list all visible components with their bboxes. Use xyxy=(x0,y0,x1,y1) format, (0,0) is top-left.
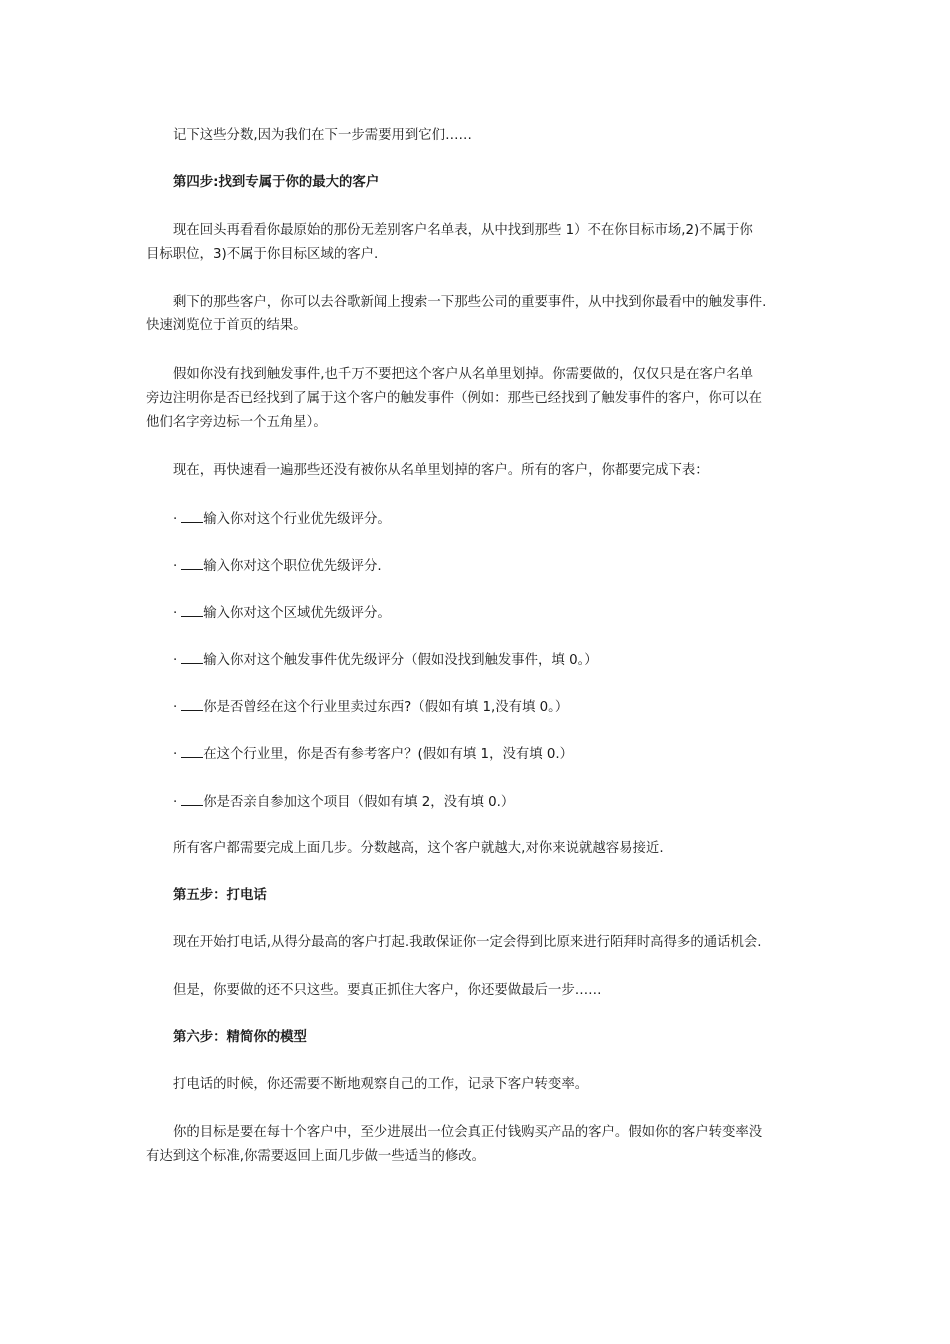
checklist-item xyxy=(173,509,843,530)
paragraph-trigger-line-3: 他们名字旁边标一个五角星）。 xyxy=(146,415,327,430)
paragraph-goal-line-2: 有达到这个标准,你需要返回上面几步做一些适当的修改。 xyxy=(146,1149,486,1164)
checklist-item-text: 你是否亲自参加这个项目（假如有填 2，没有填 0.） xyxy=(203,795,515,810)
blank-line xyxy=(181,603,203,617)
blank-line xyxy=(181,697,203,711)
paragraph-observe-work: 打电话的时候，你还需要不断地观察自己的工作，记录下客户转变率。 xyxy=(173,1077,589,1092)
paragraph-search-line-2: 快速浏览位于首页的结果。 xyxy=(146,318,307,333)
paragraph-goal-line-1: 你的目标是要在每十个客户中，至少进展出一位会真正付钱购买产品的客户。假如你的客户转变率没 xyxy=(173,1125,763,1140)
blank-line xyxy=(181,509,203,523)
bullet-dot: · xyxy=(173,747,178,762)
bullet-dot: · xyxy=(173,700,178,715)
checklist-item xyxy=(173,650,843,671)
paragraph-score-summary: 所有客户都需要完成上面几步。分数越高，这个客户就越大,对你来说就越容易接近. xyxy=(173,841,664,856)
blank-line xyxy=(181,792,203,806)
checklist-item xyxy=(173,556,843,577)
checklist-item xyxy=(173,697,843,718)
paragraph-filter-line-1: 现在回头再看看你最原始的那份无差别客户名单表，从中找到那些 1）不在你目标市场,2)不属于你 xyxy=(173,223,753,238)
paragraph-filter-line-2: 目标职位，3)不属于你目标区域的客户. xyxy=(146,247,379,262)
paragraph-start-calling: 现在开始打电话,从得分最高的客户打起.我敢保证你一定会得到比原来进行陌拜时高得多的通话机会. xyxy=(173,935,762,950)
checklist-item-text: 你是否曾经在这个行业里卖过东西?（假如有填 1,没有填 0。） xyxy=(203,700,569,715)
bullet-dot: · xyxy=(173,606,178,621)
checklist-item xyxy=(173,792,843,813)
checklist-item xyxy=(173,603,843,624)
blank-line xyxy=(181,744,203,758)
bullet-dot: · xyxy=(173,559,178,574)
paragraph-last-step: 但是，你要做的还不只这些。要真正抓住大客户，你还要做最后一步…… xyxy=(173,983,602,998)
paragraph-trigger-line-2: 旁边注明你是否已经找到了属于这个客户的触发事件（例如：那些已经找到了触发事件的客户，你可以在 xyxy=(146,391,762,406)
checklist-item-text: 在这个行业里，你是否有参考客户？(假如有填 1，没有填 0.） xyxy=(203,747,574,762)
heading-step-five: 第五步：打电话 xyxy=(173,888,267,903)
heading-step-six: 第六步：精简你的模型 xyxy=(173,1030,307,1045)
bullet-dot: · xyxy=(173,512,178,527)
bullet-dot: · xyxy=(173,795,178,810)
blank-line xyxy=(181,650,203,664)
heading-step-four: 第四步:找到专属于你的最大的客户 xyxy=(173,175,380,190)
checklist-item-text: 输入你对这个触发事件优先级评分（假如没找到触发事件，填 0。） xyxy=(203,653,598,668)
paragraph-search-line-1: 剩下的那些客户，你可以去谷歌新闻上搜索一下那些公司的重要事件，从中找到你最看中的触发事件. xyxy=(173,295,767,310)
blank-line xyxy=(181,556,203,570)
checklist-item-text: 输入你对这个行业优先级评分。 xyxy=(203,512,391,527)
paragraph-trigger-line-1: 假如你没有找到触发事件,也千万不要把这个客户从名单里划掉。你需要做的，仅仅只是在客户名单 xyxy=(173,367,754,382)
checklist-item-text: 输入你对这个区域优先级评分。 xyxy=(203,606,391,621)
bullet-dot: · xyxy=(173,653,178,668)
checklist-item xyxy=(173,744,843,765)
paragraph-scores-note: 记下这些分数,因为我们在下一步需要用到它们…… xyxy=(173,128,472,143)
checklist-item-text: 输入你对这个职位优先级评分. xyxy=(203,559,382,574)
paragraph-complete-table: 现在，再快速看一遍那些还没有被你从名单里划掉的客户。所有的客户，你都要完成下表： xyxy=(173,463,709,478)
